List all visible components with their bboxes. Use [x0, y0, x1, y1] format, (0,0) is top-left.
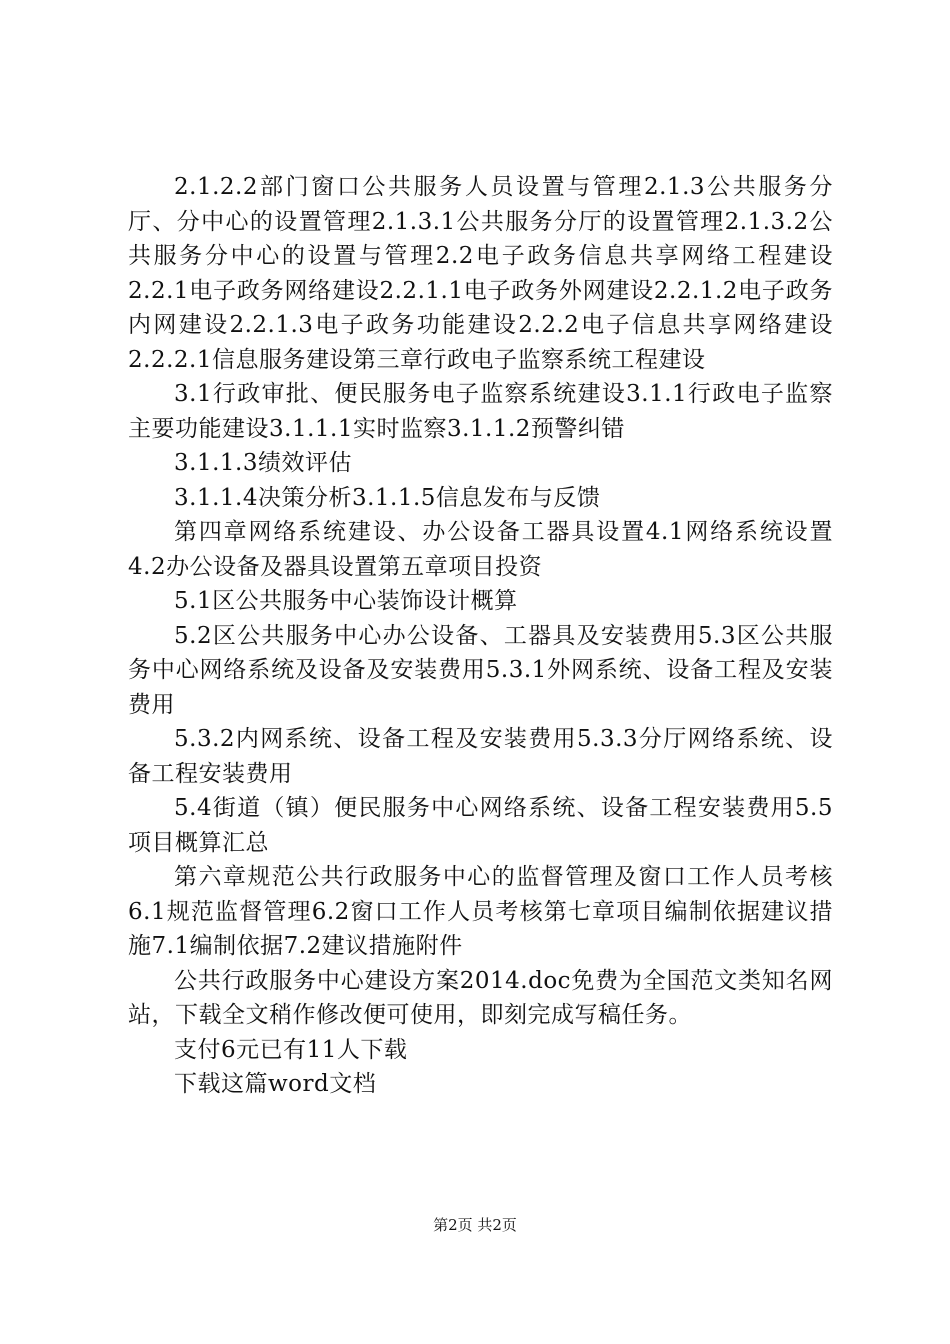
paragraph: 公共行政服务中心建设方案2014.doc免费为全国范文类知名网站，下载全文稍作修改便可使用，即刻完成写稿任务。 [128, 967, 833, 1028]
paragraph: 5.2区公共服务中心办公设备、工器具及安装费用5.3区公共服务中心网络系统及设备及安装费用5.3.1外网系统、设备工程及安装费用 [128, 622, 833, 718]
page-footer: 第2页 共2页 [433, 1216, 517, 1234]
paragraph: 3.1行政审批、便民服务电子监察系统建设3.1.1行政电子监察主要功能建设3.1.1.1实时监察3.1.1.2预警纠错 [128, 381, 833, 442]
paragraph: 第六章规范公共行政服务中心的监督管理及窗口工作人员考核6.1规范监督管理6.2窗口工作人员考核第七章项目编制依据建议措施7.1编制依据7.2建议措施附件 [128, 864, 833, 959]
paragraph: 第四章网络系统建设、办公设备工器具设置4.1网络系统设置4.2办公设备及器具设置第五章项目投资 [128, 519, 833, 580]
document-body [128, 170, 833, 1102]
paragraph: 5.4街道（镇）便民服务中心网络系统、设备工程安装费用5.5项目概算汇总 [128, 795, 833, 856]
paragraph: 5.3.2内网系统、设备工程及安装费用5.3.3分厅网络系统、设备工程安装费用 [128, 726, 833, 787]
paragraph: 3.1.1.3绩效评估 [174, 450, 352, 476]
download-info: 支付6元已有11人下载 [174, 1036, 408, 1063]
paragraph: 5.1区公共服务中心装饰设计概算 [174, 588, 518, 614]
paragraph: 3.1.1.4决策分析3.1.1.5信息发布与反馈 [174, 484, 601, 511]
paragraph: 2.1.2.2部门窗口公共服务人员设置与管理2.1.3公共服务分厅、分中心的设置管理2.1.3.1公共服务分厅的设置管理2.1.3.2公共服务分中心的设置与管理2.2电子政务信息共享网络工程建设2.2.1电子政务网络建设2.2.1.1电子政务外网建设2.2.1.2电子政务内网建设2.2.1.3电子政务功能建设2.2.2电子信息共享网络建设2.2.2.1信息服务建设第三章行政电子监察系统工程建设 [128, 174, 833, 373]
download-link[interactable]: 下载这篇word文档 [174, 1071, 377, 1097]
